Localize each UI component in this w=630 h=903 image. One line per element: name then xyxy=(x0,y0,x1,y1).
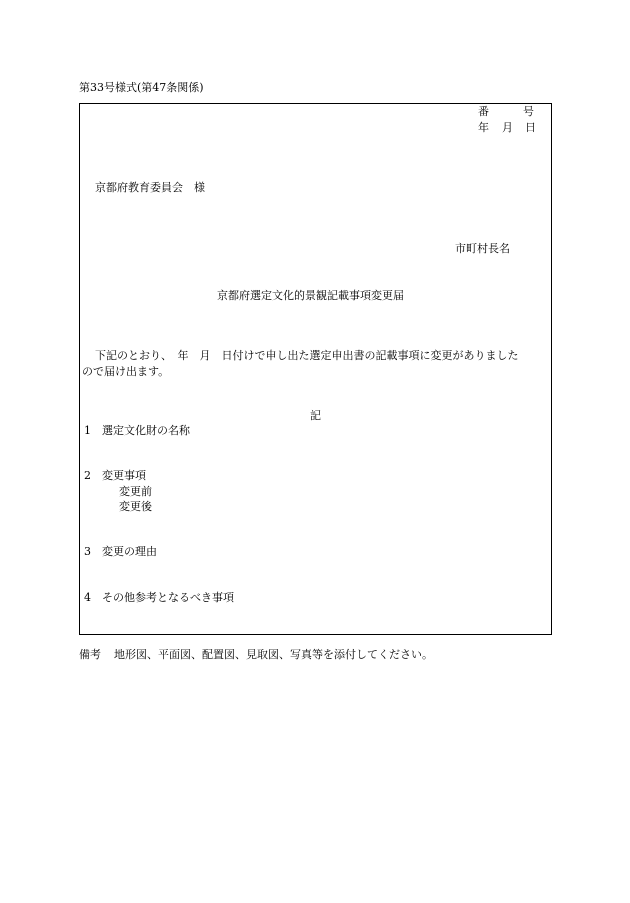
document-title: 京都府選定文化的景観記載事項変更届 xyxy=(217,289,404,302)
ref-number-suffix: 号 xyxy=(523,105,534,118)
change-before-label: 変更前 xyxy=(119,485,152,498)
remarks-label: 備考 xyxy=(79,648,101,661)
remarks-text: 地形図、平面図、配置図、見取図、写真等を添付してください。 xyxy=(114,648,433,661)
body-text-line-1: 下記のとおり、 年 月 日付けで申し出た選定申出書の記載事項に変更がありました xyxy=(95,349,519,362)
body-text-line-2: ので届け出ます。 xyxy=(82,365,170,378)
ki-heading: 記 xyxy=(310,409,321,422)
date-year-label: 年 xyxy=(478,121,489,134)
item-change-reason: 3 変更の理由 xyxy=(84,545,157,558)
change-after-label: 変更後 xyxy=(119,500,152,513)
ref-number-label: 番 xyxy=(478,105,489,118)
item-cultural-property-name: 1 選定文化財の名称 xyxy=(84,424,190,437)
item-other-reference: 4 その他参考となるべき事項 xyxy=(84,591,234,604)
form-number: 第33号様式(第47条関係) xyxy=(79,81,204,94)
addressee: 京都府教育委員会 様 xyxy=(95,181,205,194)
mayor-name-label: 市町村長名 xyxy=(455,242,510,255)
date-month-label: 月 xyxy=(502,121,513,134)
date-day-label: 日 xyxy=(525,121,536,134)
item-changes: 2 変更事項 xyxy=(84,469,146,482)
